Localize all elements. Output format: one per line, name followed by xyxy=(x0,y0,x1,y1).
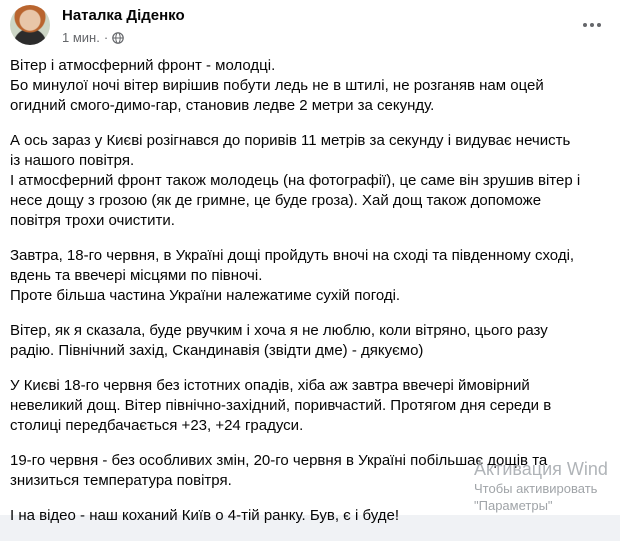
post-paragraph xyxy=(10,506,610,526)
more-options-icon[interactable] xyxy=(574,11,610,39)
post-line: невеликий дощ. Вітер північно-західний, поривчастий. Протягом дня середи в xyxy=(10,397,552,414)
post-line: Завтра, 18-го червня, в Україні дощі пройдуть вночі на сході та південному сході, xyxy=(10,247,575,264)
meta-separator: · xyxy=(103,30,109,45)
post-meta xyxy=(62,30,124,45)
watermark-line-2: "Параметры" xyxy=(474,498,553,513)
post-line: І атмосферний фронт також молодець (на фотографії), це саме він зрушив вітер і xyxy=(10,172,581,189)
post-paragraph xyxy=(10,246,610,306)
post-line: із нашого повітря. xyxy=(10,152,135,169)
post-line: Вітер і атмосферний фронт - молодці. xyxy=(10,57,276,74)
post-time[interactable]: 1 мин. xyxy=(62,30,100,45)
dot xyxy=(583,23,587,27)
post-line: столиці передбачається +23, +24 градуси. xyxy=(10,417,304,434)
post-line: А ось зараз у Києві розігнався до поривів 11 метрів за секунду і видуває нечисть xyxy=(10,132,571,149)
watermark-line-1: Чтобы активировать xyxy=(474,481,598,496)
post-line: Проте більша частина України належатиме сухій погоді. xyxy=(10,287,401,304)
post-paragraph xyxy=(10,56,610,116)
post-line: повітря трохи очистити. xyxy=(10,212,175,229)
dot xyxy=(597,23,601,27)
post-paragraph xyxy=(10,131,610,231)
post-line: У Києві 18-го червня без істотних опадів, хіба аж завтра ввечері ймовірний xyxy=(10,377,530,394)
avatar[interactable] xyxy=(10,5,50,45)
post-header xyxy=(10,3,610,51)
post-line: огидний смого-димо-гар, становив ледве 2 метри за секунду. xyxy=(10,97,435,114)
author-name[interactable]: Наталка Діденко xyxy=(62,7,185,24)
post-line: 19-го червня - без особливих змін, 20-го червня в Україні побільшає дощів та xyxy=(10,452,548,469)
post-line: знизиться температура повітря. xyxy=(10,472,232,489)
post-line: вдень та ввечері місцями по півночі. xyxy=(10,267,263,284)
post-paragraph xyxy=(10,451,610,491)
post-text xyxy=(10,56,610,541)
post-paragraph xyxy=(10,321,610,361)
post-paragraph xyxy=(10,376,610,436)
post-line: Вітер, як я сказала, буде рвучким і хоча я не люблю, коли вітряно, цього разу xyxy=(10,322,548,339)
dot xyxy=(590,23,594,27)
post-line: І на відео - наш коханий Київ о 4-тій ранку. Був, є і буде! xyxy=(10,507,400,524)
post-line: радію. Північний захід, Скандинавія (звідти дме) - дякуємо) xyxy=(10,342,424,359)
post-line: несе дощу з грозою (як де гримне, це буде гроза). Хай дощ також допоможе xyxy=(10,192,542,209)
watermark-title: Активация Wind xyxy=(474,459,608,479)
globe-icon[interactable] xyxy=(112,32,124,44)
post-line: Бо минулої ночі вітер вирішив побути ледь не в штилі, не розганяв нам оцей xyxy=(10,77,544,94)
